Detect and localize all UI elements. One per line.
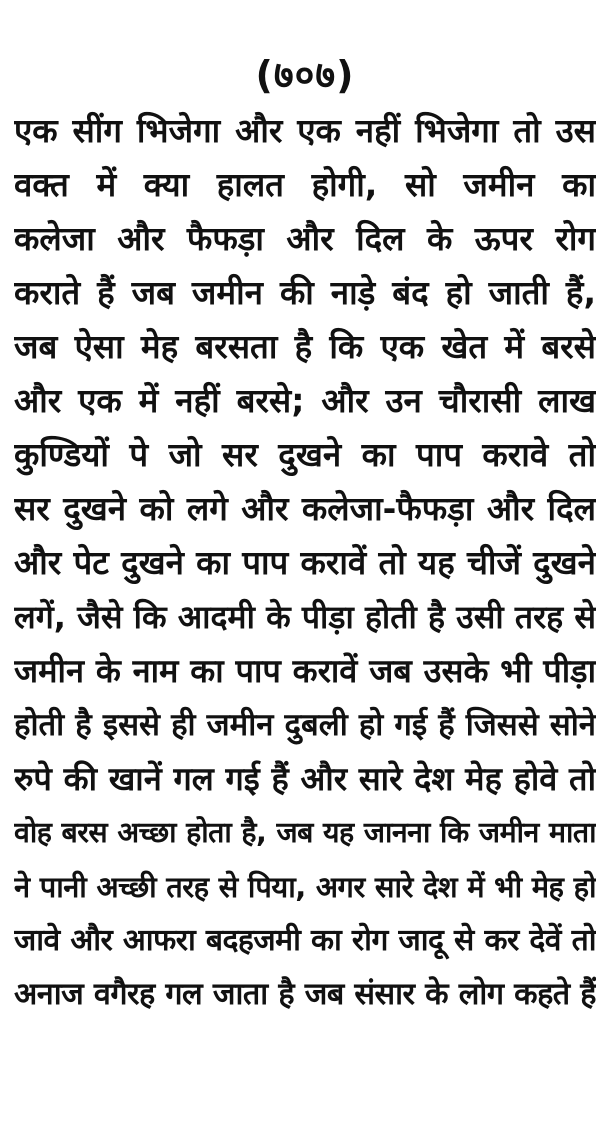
text-line: और पेट दुखने का पाप करावें तो यह चीजें दुखने	[14, 543, 596, 582]
text-line: लगें, जैसे कि आदमी के पीड़ा होती है उसी तरह से	[14, 598, 596, 636]
text-line: वक्त में क्या हालत होगी, सो जमीन का	[14, 165, 596, 204]
text-line: जब ऐसा मेह बरसता है कि एक खेत में बरसे	[14, 327, 596, 366]
text-line: ने पानी अच्छी तरह से पिया, अगर सारे देश में भी मेह हो	[14, 870, 596, 904]
text-line: जमीन के नाम का पाप करावें जब उसके भी पीड़ा	[14, 652, 596, 690]
text-line: रुपे की खानें गल गई हैं और सारे देश मेह होवे तो	[14, 760, 596, 798]
text-line: और एक में नहीं बरसे; और उन चौरासी लाख	[14, 381, 596, 420]
text-line: अनाज वगैरह गल जाता है जब संसार के लोग कहते हैं	[14, 977, 596, 1012]
text-line: कलेजा और फैफड़ा और दिल के ऊपर रोग	[14, 219, 596, 258]
body-text	[14, 104, 596, 1022]
text-line: कराते हैं जब जमीन की नाड़े बंद हो जाती हैं,	[14, 273, 596, 312]
page-number: (७०७)	[255, 53, 355, 97]
text-line: वोह बरस अच्छा होता है, जब यह जानना कि जमीन माता	[14, 816, 596, 849]
text-line: एक सींग भिजेगा और एक नहीं भिजेगा तो उस	[14, 111, 596, 150]
text-line: सर दुखने को लगे और कलेजा-फैफड़ा और दिल	[14, 489, 596, 528]
text-line: जावे और आफरा बदहजमी का रोग जादू से कर देवें तो	[14, 923, 596, 958]
text-line: कुण्डियों पे जो सर दुखने का पाप करावे तो	[14, 435, 596, 474]
text-line: होती है इससे ही जमीन दुबली हो गई हैं जिससे सोने	[14, 707, 596, 743]
